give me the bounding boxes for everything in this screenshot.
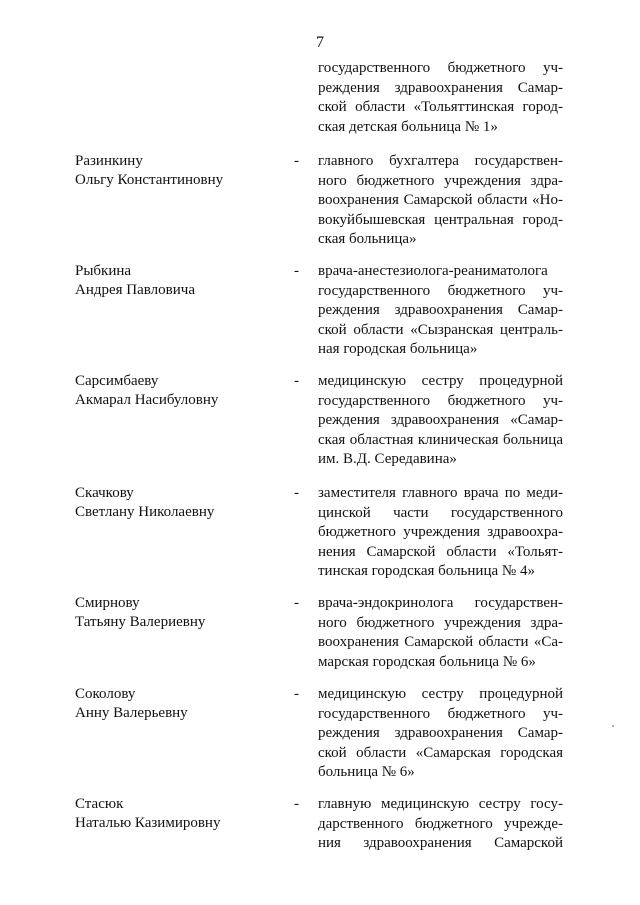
position-description xyxy=(318,152,563,250)
surname: Рыбкина xyxy=(75,263,132,279)
description-line: заместителя главного врача по меди- xyxy=(318,485,563,501)
description-line: ного бюджетного учреждения здра- xyxy=(318,614,563,631)
surname: Стасюк xyxy=(75,796,124,812)
dash: - xyxy=(294,263,299,279)
intro-line: ской области «Тольяттинская город- xyxy=(318,99,563,115)
surname: Соколову xyxy=(75,686,136,702)
given-name: Андрея Павловича xyxy=(75,282,195,298)
description-line: ская больница» xyxy=(318,231,417,247)
position-description xyxy=(318,795,563,854)
description-line: воохранения Самарской области «Но- xyxy=(318,192,563,208)
dash: - xyxy=(294,373,299,389)
description-line: государственного бюджетного уч- xyxy=(318,282,563,299)
page-number: 7 xyxy=(316,34,324,51)
description-line: реждения здравоохранения Самар- xyxy=(318,302,563,318)
description-line: больница № 6» xyxy=(318,764,415,780)
description-line: главного бухгалтера государствен- xyxy=(318,153,563,169)
position-description xyxy=(318,372,563,470)
description-line: медицинскую сестру процедурной xyxy=(318,373,563,389)
position-description xyxy=(318,262,563,360)
description-line: ная городская больница» xyxy=(318,341,478,357)
dash: - xyxy=(294,595,299,611)
description-line: реждения здравоохранения «Самар- xyxy=(318,412,563,428)
description-line: врача-анестезиолога-реаниматолога xyxy=(318,263,548,279)
description-line: воохранения Самарской области «Са- xyxy=(318,634,563,650)
intro-line: ская детская больница № 1» xyxy=(318,118,498,135)
description-line: медицинскую сестру процедурной xyxy=(318,686,563,702)
description-line: государственного бюджетного уч- xyxy=(318,392,563,409)
surname: Разинкину xyxy=(75,153,143,169)
description-line: марская городская больница № 6» xyxy=(318,653,536,670)
description-line: ской области «Самарская городская xyxy=(318,744,563,761)
description-line: ская областная клиническая больница xyxy=(318,431,563,448)
person-name xyxy=(75,372,275,410)
surname: Скачкову xyxy=(75,485,134,501)
dash: - xyxy=(294,686,299,702)
person-name xyxy=(75,795,275,833)
person-name xyxy=(75,484,275,522)
given-name: Акмарал Насибуловну xyxy=(75,392,219,408)
intro-line: реждения здравоохранения Самар- xyxy=(318,79,563,96)
dash: - xyxy=(294,153,299,169)
description-line: тинская городская больница № 4» xyxy=(318,563,535,579)
scan-speck xyxy=(612,725,614,727)
surname: Сарсимбаеву xyxy=(75,373,159,389)
description-line: им. В.Д. Середавина» xyxy=(318,451,457,467)
intro-line: государственного бюджетного уч- xyxy=(318,60,563,76)
description-line: бюджетного учреждения здравоохра- xyxy=(318,524,563,540)
description-line: ния здравоохранения Самарской xyxy=(318,835,563,851)
dash: - xyxy=(294,485,299,501)
description-line: цинской части государственного xyxy=(318,504,563,521)
description-line: государственного бюджетного уч- xyxy=(318,705,563,722)
description-line: врача-эндокринолога государствен- xyxy=(318,595,563,611)
given-name: Ольгу Константиновну xyxy=(75,172,224,188)
given-name: Татьяну Валериевну xyxy=(75,614,206,630)
intro-continuation xyxy=(318,59,563,137)
person-name xyxy=(75,262,275,300)
description-line: ного бюджетного учреждения здра- xyxy=(318,172,563,189)
person-name xyxy=(75,685,275,723)
given-name: Светлану Николаевну xyxy=(75,504,215,520)
dash: - xyxy=(294,796,299,812)
person-name xyxy=(75,152,275,190)
position-description xyxy=(318,484,563,582)
person-name xyxy=(75,594,275,632)
position-description xyxy=(318,594,563,672)
description-line: вокуйбышевская центральная город- xyxy=(318,211,563,228)
position-description xyxy=(318,685,563,783)
description-line: нения Самарской области «Тольят- xyxy=(318,543,563,560)
given-name: Наталью Казимировну xyxy=(75,815,221,831)
description-line: главную медицинскую сестру госу- xyxy=(318,796,563,812)
description-line: дарственного бюджетного учрежде- xyxy=(318,815,563,832)
surname: Смирнову xyxy=(75,595,140,611)
description-line: ской области «Сызранская централь- xyxy=(318,321,563,338)
given-name: Анну Валерьевну xyxy=(75,705,188,721)
description-line: реждения здравоохранения Самар- xyxy=(318,725,563,741)
